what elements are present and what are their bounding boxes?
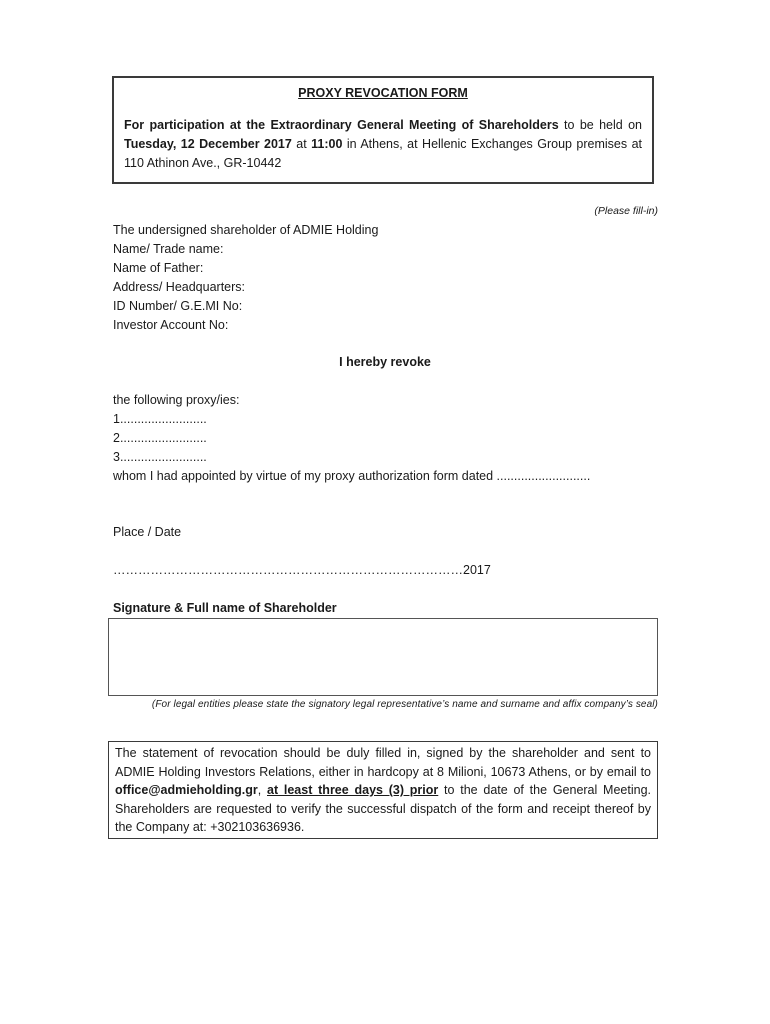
meeting-intro bbox=[124, 116, 642, 173]
intro-text-2: at bbox=[291, 137, 312, 151]
investor-account-field-label: Investor Account No: bbox=[113, 318, 229, 332]
appointed-line: whom I had appointed by virtue of my proxy authorization form dated ........................... bbox=[113, 469, 591, 483]
contact-email: office@admieholding.gr bbox=[115, 783, 258, 797]
statement-text-1: The statement of revocation should be duly filled in, signed by the shareholder and sent to ADMIE Holding Investors Relations, either in hardcopy at 8 Milioni, 10673 Athens, or by email to bbox=[115, 746, 651, 779]
shareholder-line: The undersigned shareholder of ADMIE Holding bbox=[113, 223, 379, 237]
father-field-label: Name of Father: bbox=[113, 261, 204, 275]
name-field-label: Name/ Trade name: bbox=[113, 242, 224, 256]
id-number-field-label: ID Number/ G.E.MI No: bbox=[113, 299, 243, 313]
header-box bbox=[112, 76, 654, 184]
place-date-line: …………………………………………………………………………2017 bbox=[113, 563, 491, 577]
meeting-date: Tuesday, 12 December 2017 bbox=[124, 137, 292, 151]
intro-text-3: in Athens, at Hellenic Exchanges Group premises at 110 Athinon Ave., GR-10442 bbox=[124, 137, 642, 170]
intro-text-1: to be held on bbox=[558, 118, 642, 132]
address-field-label: Address/ Headquarters: bbox=[113, 280, 246, 294]
legal-entities-note: (For legal entities please state the signatory legal representative’s name and surname and affix company’s seal) bbox=[151, 699, 658, 710]
deadline-text: at least three days (3) prior bbox=[267, 783, 439, 797]
proxies-intro: the following proxy/ies: bbox=[113, 393, 240, 407]
place-date-label: Place / Date bbox=[113, 525, 182, 539]
statement-box bbox=[108, 741, 658, 839]
fill-in-note: (Please fill-in) bbox=[594, 205, 658, 217]
statement-text-3: to the date of the General Meeting. Shareholders are requested to verify the successful dispatch of the form and receipt thereof by the Company at: +302103636936. bbox=[115, 783, 651, 834]
statement-text-2: , bbox=[257, 783, 267, 797]
proxy-item-3: 3......................... bbox=[113, 450, 207, 464]
proxy-item-2: 2......................... bbox=[113, 431, 207, 445]
proxy-item-1: 1......................... bbox=[113, 412, 207, 426]
meeting-time: 11:00 bbox=[311, 137, 343, 151]
form-title: PROXY REVOCATION FORM bbox=[298, 86, 468, 100]
revoke-heading: I hereby revoke bbox=[339, 355, 431, 369]
signature-title: Signature & Full name of Shareholder bbox=[113, 601, 337, 615]
signature-box[interactable] bbox=[108, 618, 658, 696]
intro-bold: For participation at the Extraordinary General Meeting of Shareholders bbox=[124, 118, 559, 132]
